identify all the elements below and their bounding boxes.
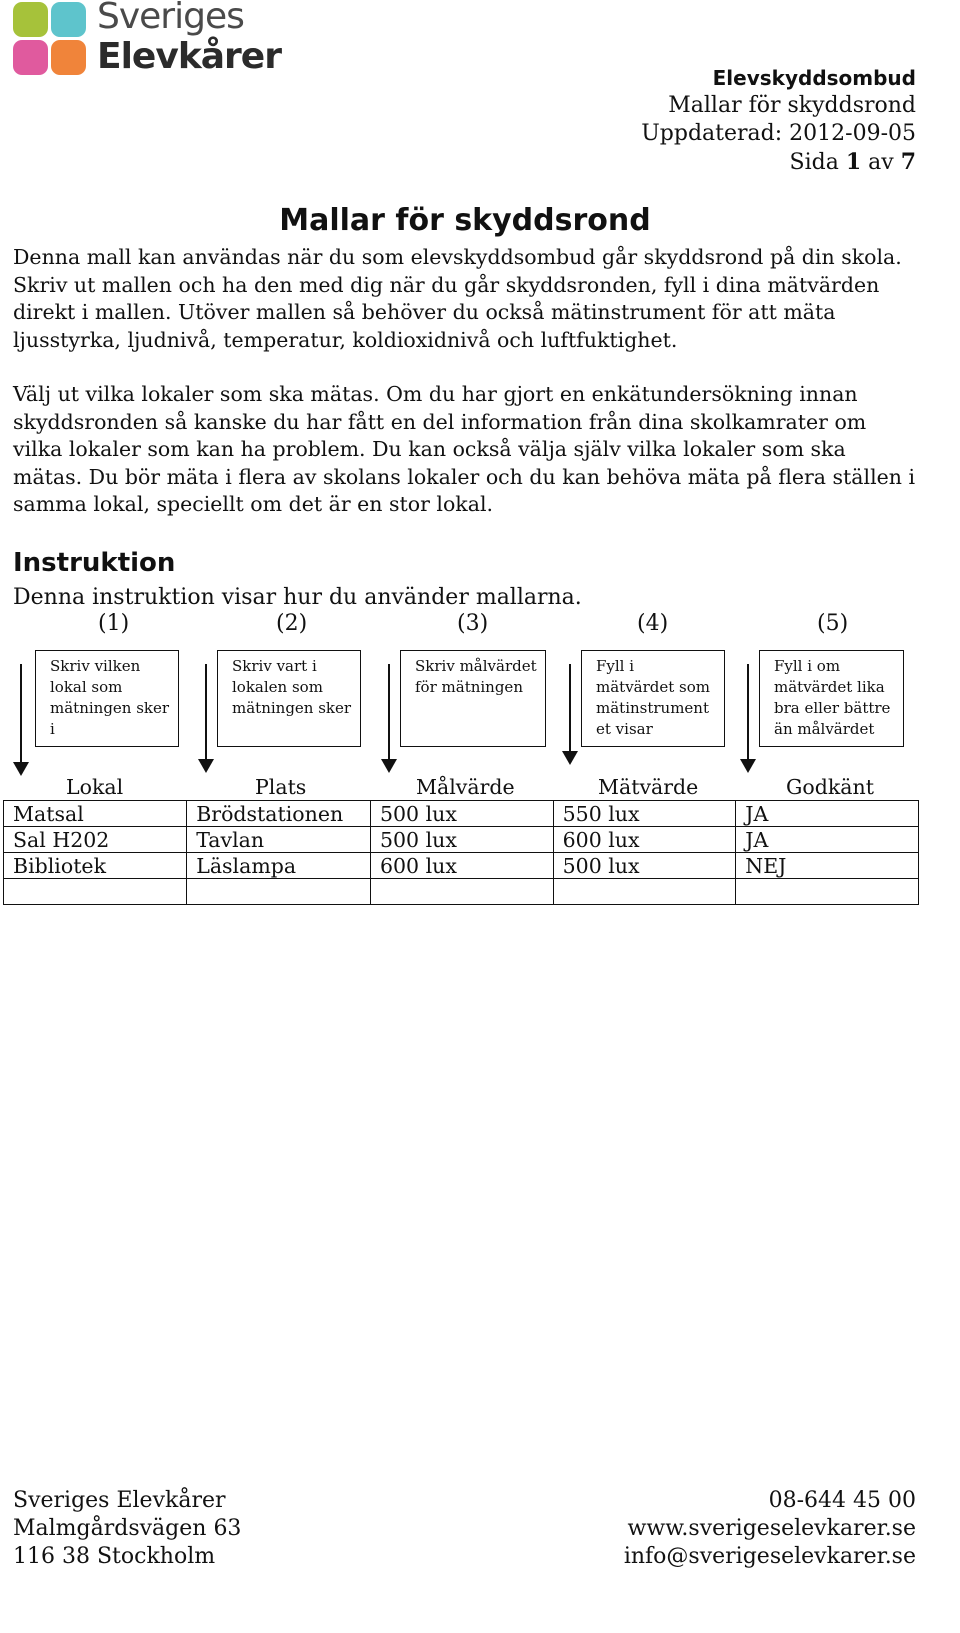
- table-cell: NEJ: [736, 853, 919, 879]
- logo-green-square: [13, 2, 48, 37]
- footer-web-link[interactable]: www.sverigeselevkarer.se: [627, 1516, 916, 1541]
- arrow-down-icon: [381, 759, 397, 773]
- step-box-4: Fyll i mätvärdet som mätinstrument et visar: [581, 650, 725, 747]
- step-number-5: (5): [817, 611, 849, 636]
- page-number: 1: [845, 149, 862, 175]
- logo-word-sveriges: Sveriges: [97, 0, 244, 37]
- footer-city: 116 38 Stockholm: [13, 1544, 216, 1569]
- footer-contact: [624, 1487, 916, 1571]
- footer-street: Malmgårdsvägen 63: [13, 1516, 242, 1541]
- footer-org: Sveriges Elevkårer: [13, 1488, 226, 1513]
- col-header-lokal: Lokal: [66, 775, 124, 799]
- table-cell: Bibliotek: [4, 853, 187, 879]
- table-cell: Sal H202: [4, 827, 187, 853]
- table-cell: Matsal: [4, 801, 187, 827]
- step-number-4: (4): [637, 611, 669, 636]
- table-cell: Läslampa: [187, 853, 371, 879]
- header-updated: Uppdaterad: 2012-09-05: [641, 121, 916, 146]
- table-row: [4, 827, 919, 853]
- header-page-indicator: [641, 148, 916, 177]
- step-box-5: Fyll i om mätvärdet lika bra eller bättre än målvärdet: [759, 650, 904, 747]
- instruction-heading: Instruktion: [13, 548, 176, 578]
- header-doc-title: Mallar för skyddsrond: [668, 93, 916, 118]
- step-number-1: (1): [98, 611, 130, 636]
- table-cell: Brödstationen: [187, 801, 371, 827]
- step-box-3: Skriv målvärdet för mätningen: [400, 650, 546, 747]
- step-box-2: Skriv vart i lokalen som mätningen sker: [217, 650, 361, 747]
- step-number-2: (2): [276, 611, 308, 636]
- page-title: Mallar för skyddsrond: [279, 203, 651, 238]
- table-cell: JA: [736, 827, 919, 853]
- footer-address: [13, 1487, 241, 1571]
- logo-word-elevkarer: Elevkårer: [97, 36, 281, 77]
- page-middle: av: [861, 150, 901, 175]
- measurement-table: [3, 800, 919, 905]
- instruction-text: Denna instruktion visar hur du använder mallarna.: [13, 585, 582, 610]
- arrow-3-shaft: [388, 664, 390, 761]
- footer-email-link[interactable]: info@sverigeselevkarer.se: [623, 1544, 916, 1569]
- table-cell: 500 lux: [553, 853, 736, 879]
- arrow-down-icon: [198, 759, 214, 773]
- logo: [13, 2, 283, 82]
- table-cell: [736, 879, 919, 905]
- page-total: 7: [900, 149, 916, 175]
- arrow-2-shaft: [205, 664, 207, 761]
- step-number-3: (3): [457, 611, 489, 636]
- table-cell: Tavlan: [187, 827, 371, 853]
- arrow-1-shaft: [20, 664, 22, 764]
- intro-paragraph: Denna mall kan användas när du som elevskyddsombud går skyddsrond på din skola. Skriv ut mallen och ha den med dig när du går skyddsronden, fyll i dina mätvärden direkt i mallen. Utöver mallen så behöver du också mätinstrument för att mäta ljusstyrka, ljudnivå, temperatur, koldioxidnivå och luftfuktighet.: [13, 245, 902, 352]
- table-row: [4, 801, 919, 827]
- arrow-down-icon: [562, 751, 578, 765]
- step-box-1: Skriv vilken lokal som mätningen sker i: [35, 650, 179, 747]
- arrow-4-shaft: [569, 664, 571, 752]
- footer-phone: 08-644 45 00: [768, 1488, 916, 1513]
- table-cell: 500 lux: [370, 827, 553, 853]
- table-row: [4, 853, 919, 879]
- arrow-down-icon: [740, 759, 756, 773]
- table-cell: 600 lux: [370, 853, 553, 879]
- selection-paragraph: Välj ut vilka lokaler som ska mätas. Om du har gjort en enkätundersökning innan skyddsronden så kanske du har fått en del information från dina skolkamrater om vilka lokaler som kan ha problem. Du kan också välja själv vilka lokaler som ska mätas. Du bör mäta i flera av skolans lokaler och du kan behöva mäta på flera ställen i samma lokal, speciellt om det är en stor lokal.: [13, 382, 916, 516]
- logo-pink-square: [13, 40, 48, 75]
- table-cell: [4, 879, 187, 905]
- table-cell: [187, 879, 371, 905]
- col-header-malvarde: Målvärde: [416, 775, 515, 799]
- header-role: Elevskyddsombud: [712, 66, 916, 90]
- page-header: [641, 64, 916, 177]
- table-cell: 500 lux: [370, 801, 553, 827]
- table-cell: 600 lux: [553, 827, 736, 853]
- arrow-down-icon: [13, 762, 29, 776]
- table-cell: JA: [736, 801, 919, 827]
- table-cell: 550 lux: [553, 801, 736, 827]
- page-prefix: Sida: [789, 150, 846, 175]
- logo-cyan-square: [51, 2, 86, 37]
- logo-orange-square: [51, 40, 86, 75]
- arrow-5-shaft: [747, 664, 749, 761]
- col-header-matvarde: Mätvärde: [598, 775, 699, 799]
- table-cell: [370, 879, 553, 905]
- col-header-plats: Plats: [255, 775, 307, 799]
- col-header-godkant: Godkänt: [786, 775, 874, 799]
- table-cell: [553, 879, 736, 905]
- table-row-empty: [4, 879, 919, 905]
